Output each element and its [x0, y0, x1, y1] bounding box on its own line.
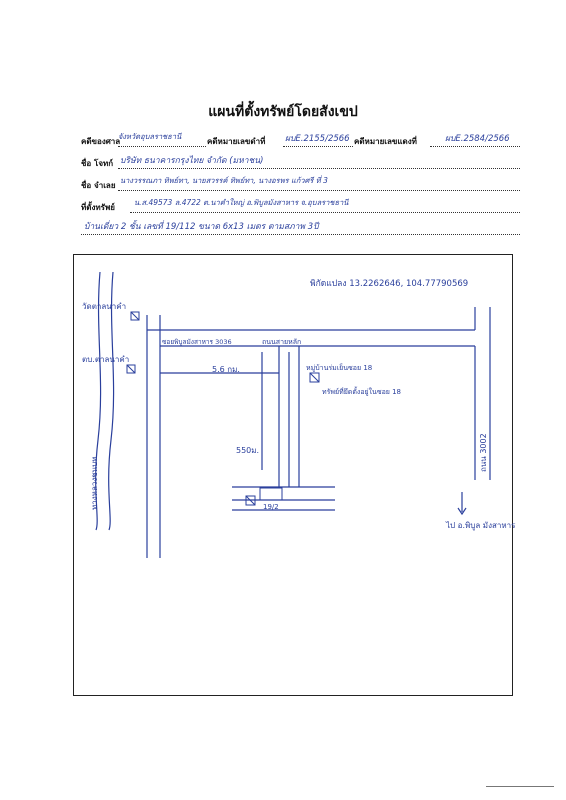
road-right-label: ถนน 3002 [479, 433, 488, 472]
road-top-left-label: ซอยพิบูลมังสาหาร 3036 [162, 338, 232, 346]
court-label: คดีของศาล [81, 137, 121, 146]
property-no-label: 19/2 [263, 503, 279, 511]
location-value: น.ส.49573 ล.4722 ต.นาคำใหญ่ อ.พิบูลมังสาหาร จ.อุบลราชธานี [134, 198, 349, 207]
document-title: แผนที่ตั้งทรัพย์โดยสังเขป [208, 104, 358, 120]
building-desc: บ้านเดี่ยว 2 ชั้น เลขที่ 19/112 ขนาด 6x13 เมตร ตามสภาพ 3ปี [84, 222, 319, 232]
defendant-value: นางวรรณภา ทิพย์ทา, นายสวรรค์ ทิพย์ทา, นางอรพร แก้วศรี ที่ 3 [120, 176, 328, 185]
plaintiff-label: ชื่อ โจทก์ [81, 159, 114, 168]
footer-line [486, 786, 554, 787]
road-top-right-label: ถนนสายหลัก [262, 338, 302, 346]
black-no-label: คดีหมายเลขดำที่ [207, 137, 266, 146]
location-label: ที่ตั้งทรัพย์ [81, 203, 115, 212]
coordinates-text: พิกัดแปลง 13.2262646, 104.77790569 [310, 279, 469, 289]
court-value: จังหวัดอุบลราชธานี [118, 132, 182, 141]
dist-550-label: 550ม. [236, 446, 260, 455]
property-desc-label: ทรัพย์ที่ยึดตั้งอยู่ในซอย 18 [322, 388, 402, 396]
office-label: หมู่บ้านร่มเย็นซอย 18 [306, 364, 373, 372]
defendant-label: ชื่อ จำเลย [81, 181, 116, 190]
red-no-label: คดีหมายเลขแดงที่ [354, 137, 417, 146]
property-lot [260, 488, 282, 500]
temple-label: วัดตาลนาคำ [82, 302, 127, 311]
arrow-to-label: ไป อ.พิบูล มังสาหาร [446, 521, 516, 530]
dist-5-6-label: 5.6 กม. [212, 365, 240, 374]
red-no-value: ผบE.2584/2566 [445, 134, 510, 144]
left-road-label: ทางหลวงชนบท [90, 456, 99, 510]
school-label: ตบ.ตาลนาคำ [82, 355, 130, 364]
plaintiff-value: บริษัท ธนาคารกรุงไทย จำกัด (มหาชน) [120, 156, 264, 166]
black-no-value: ผบE.2155/2566 [285, 134, 350, 144]
